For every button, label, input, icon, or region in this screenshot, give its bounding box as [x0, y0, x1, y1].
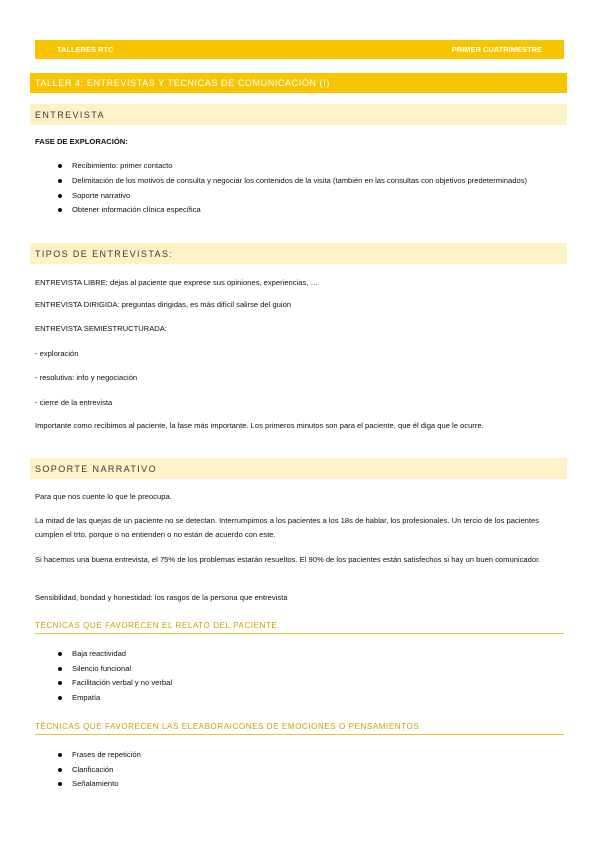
list-item: Frases de repetición: [58, 748, 538, 763]
entrevista-libre: ENTREVISTA LIBRE: dejas al paciente que exprese sus opiniones, experiencias, …: [35, 278, 319, 287]
list-item: Silencio funcional: [58, 662, 538, 677]
header-course: TALLERES RTC: [57, 45, 114, 54]
soporte-p4: Sensibilidad, bondad y honestidad: los rasgos de la persona que entrevista: [35, 593, 288, 602]
entrevista-semi: ENTREVISTA SEMIESTRUCTURADA:: [35, 324, 167, 333]
semi-resolutiva: - resolutiva: info y negociación: [35, 373, 138, 382]
list-item: Soporte narrativo: [58, 189, 538, 204]
tecnicas-emociones-list: [58, 748, 538, 792]
exploration-list: [58, 159, 538, 218]
list-item: Obtener información clínica específica: [58, 203, 538, 218]
entrevista-dirigida: ENTREVISTA DIRIGIDA: preguntas dirigidas, es más difícil salirse del guion: [35, 300, 292, 309]
list-item: Delimitación de los motivos de consulta y negociar los contenidos de la visita (también en las consultas con objetivos predeterminados): [58, 174, 538, 187]
soporte-p1: Para que nos cuente lo que le preocupa.: [35, 492, 172, 501]
importante-paragraph: Importante como recibimos al paciente, la fase más importante. Los primeros minutos son para el paciente, que él diga que le ocurre.: [35, 421, 484, 430]
header-term: PRIMER CUATRIMESTRE: [451, 45, 542, 54]
semi-exploracion: - exploración: [35, 349, 79, 358]
document-title: TALLER 4: ENTREVISTAS Y TECNICAS DE COMUNICACIÓN (I): [30, 73, 567, 93]
list-item: Baja reactividad: [58, 647, 538, 662]
page-header: [35, 40, 564, 59]
section-soporte-heading: SOPORTE NARRATIVO: [30, 458, 567, 479]
list-item: Empatía: [58, 691, 538, 706]
list-item: Señalamiento: [58, 777, 538, 792]
tecnicas-relato-list: [58, 647, 538, 705]
tecnicas-emociones-heading: TÉCNICAS QUE FAVORECEN LAS ELEABORAICONES DE EMOCIONES O PENSAMIENTOS: [35, 722, 564, 735]
section-entrevista-heading: ENTREVISTA: [30, 104, 567, 125]
list-item: Clarificación: [58, 763, 538, 778]
tecnicas-relato-heading: TÉCNICAS QUE FAVORECEN EL RELATO DEL PACIENTE: [35, 621, 564, 634]
soporte-p3: Si hacemos una buena entrevista, el 75% de los problemas estarán resueltos. El 90% de los pacientes están satisfechos si hay un buen comunicador.: [35, 555, 541, 564]
list-item: Recibimiento: primer contacto: [58, 159, 538, 174]
phase-label: FASE DE EXPLORACIÓN:: [35, 137, 128, 146]
section-tipos-heading: TIPOS DE ENTREVISTAS:: [30, 243, 567, 264]
soporte-p2: La mitad de las quejas de un paciente no se detectan. Interrumpimos a los pacientes a los 18s de hablar, los profesionales. Un tercio de los pacientes cumplen el trto, porque o no entienden o no están de acuerdo con este.: [35, 516, 540, 539]
semi-cierre: - cierre de la entrevista: [35, 398, 113, 407]
list-item: Facilitación verbal y no verbal: [58, 676, 538, 691]
